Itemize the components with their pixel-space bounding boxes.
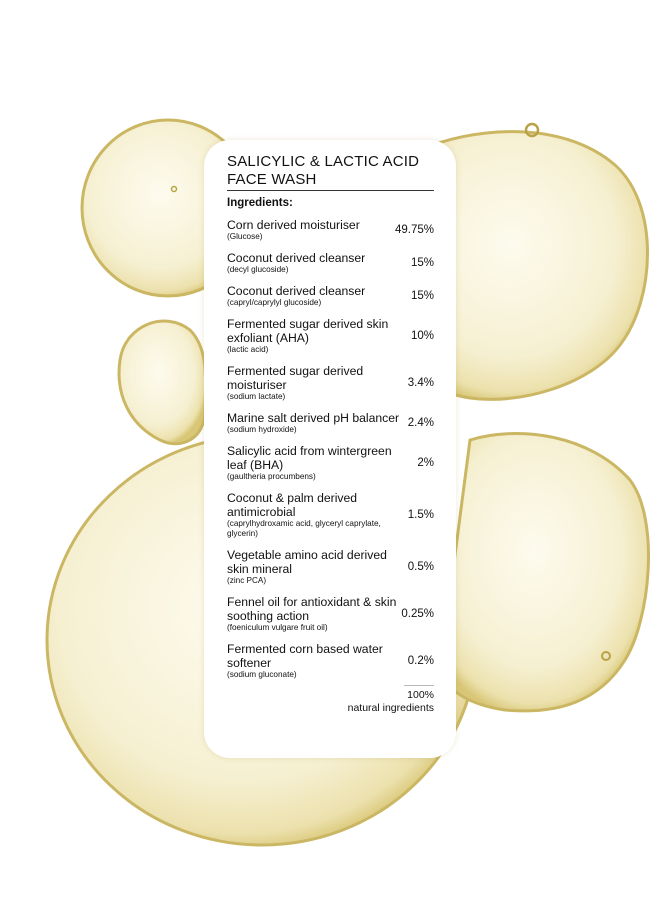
product-title — [227, 153, 434, 191]
ingredient-name: Coconut derived cleanser — [227, 284, 366, 298]
ingredient-row — [227, 317, 434, 355]
ingredient-inci: (caprylhydroxamic acid, glyceryl caprylate, glycerin) — [227, 519, 381, 538]
ingredient-inci: (decyl glucoside) — [227, 265, 289, 274]
ingredient-percent: 15% — [410, 257, 434, 269]
ingredient-name: Vegetable amino acid derived skin mineral — [227, 548, 387, 576]
ingredient-row — [227, 411, 434, 435]
ingredient-percent: 49.75% — [394, 224, 434, 236]
ingredient-name: Fermented sugar derived moisturiser — [227, 364, 364, 392]
ingredient-name: Fermented sugar derived skin exfoliant (AHA) — [227, 317, 389, 345]
ingredient-row — [227, 595, 434, 633]
product-title-line1: SALICYLIC & LACTIC ACID — [227, 153, 420, 170]
oil-drop — [440, 433, 649, 710]
total-label: natural ingredients — [347, 702, 434, 714]
ingredient-percent: 3.4% — [407, 377, 434, 389]
ingredient-inci: (capryl/caprylyl glucoside) — [227, 298, 322, 307]
ingredient-row — [227, 218, 434, 242]
ingredient-inci: (Glucose) — [227, 232, 263, 241]
ingredient-percent: 2.4% — [407, 417, 434, 429]
ingredient-inci: (gaultheria procumbens) — [227, 472, 316, 481]
total-line — [227, 689, 434, 715]
ingredient-name: Corn derived moisturiser — [227, 218, 360, 232]
ingredient-row — [227, 251, 434, 275]
ingredient-percent: 1.5% — [407, 509, 434, 521]
ingredient-percent: 15% — [410, 290, 434, 302]
ingredient-name: Coconut & palm derived antimicrobial — [227, 491, 358, 519]
ingredient-inci: (sodium gluconate) — [227, 670, 297, 679]
ingredient-inci: (zinc PCA) — [227, 576, 267, 585]
ingredient-name: Marine salt derived pH balancer — [227, 411, 400, 425]
ingredient-name: Salicylic acid from wintergreen leaf (BHA) — [227, 444, 392, 472]
oil-drop — [119, 321, 206, 444]
total-divider — [404, 685, 434, 686]
ingredient-row — [227, 444, 434, 482]
ingredient-inci: (lactic acid) — [227, 345, 269, 354]
ingredient-name: Fennel oil for antioxidant & skin soothing action — [227, 595, 397, 623]
ingredients-list — [227, 218, 434, 680]
total-percent: 100% — [407, 689, 434, 701]
ingredient-row — [227, 548, 434, 586]
ingredient-percent: 0.5% — [407, 561, 434, 573]
ingredient-row — [227, 284, 434, 308]
ingredient-percent: 0.2% — [407, 655, 434, 667]
ingredient-name: Coconut derived cleanser — [227, 251, 366, 265]
ingredient-inci: (foeniculum vulgare fruit oil) — [227, 623, 328, 632]
ingredient-row — [227, 364, 434, 402]
ingredient-inci: (sodium hydroxide) — [227, 425, 297, 434]
ingredients-heading: Ingredients: — [227, 197, 293, 209]
ingredient-percent: 2% — [417, 457, 434, 469]
ingredients-card — [204, 140, 456, 758]
product-title-line2: FACE WASH — [227, 171, 317, 188]
ingredient-row — [227, 642, 434, 680]
ingredient-row — [227, 491, 434, 539]
ingredient-percent: 10% — [410, 330, 434, 342]
ingredient-percent: 0.25% — [401, 608, 434, 620]
ingredient-inci: (sodium lactate) — [227, 392, 286, 401]
ingredient-name: Fermented corn based water softener — [227, 642, 383, 670]
